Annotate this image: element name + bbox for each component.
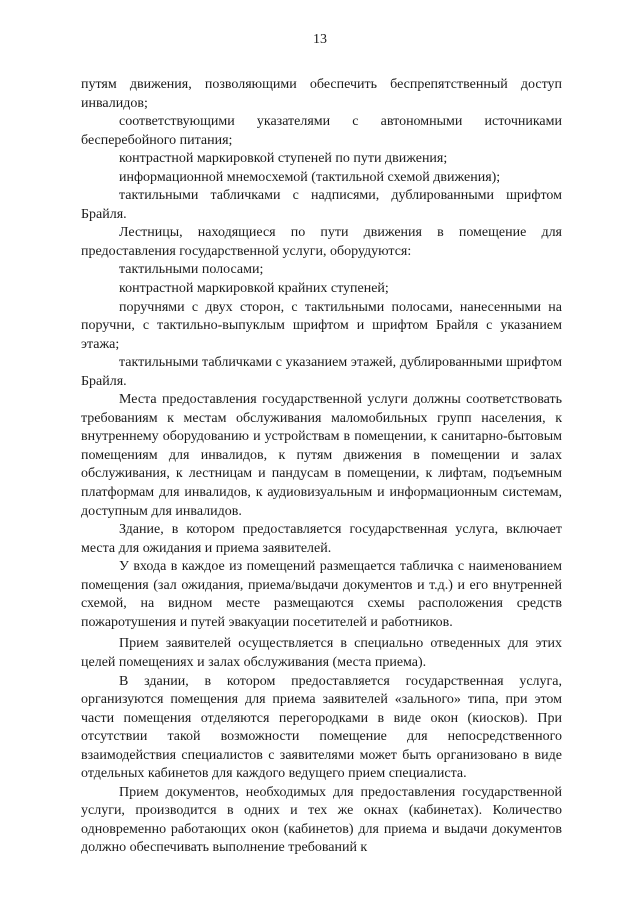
paragraph: Здание, в котором предоставляется государственная услуга, включает места для ожидания и приема заявителей.: [81, 522, 562, 556]
paragraph: В здании, в котором предоставляется государственная услуга, организуются помещения для приема заявителей «зального» типа, при этом части помещения отделяются перегородками в виде окон (киосков). При отсутствии такой возможности помещение для непосредственного взаимодействия специалистов с заявителями может быть организовано в виде отдельных кабинетов для каждого ведущего прием специалиста.: [81, 673, 562, 782]
paragraph: информационной мнемосхемой (тактильной схемой движения);: [119, 169, 501, 185]
document-body: [81, 76, 562, 858]
paragraph: У входа в каждое из помещений размещается табличка с наименованием помещения (зал ожидания, приема/выдачи документов и т.д.) и его внутренней схемой, на видном месте размещаются схемы расположения средств пожаротушения и путей эвакуации посетителей и работников.: [81, 559, 562, 630]
paragraph: Места предоставления государственной услуги должны соответствовать требованиям к местам обслуживания маломобильных групп населения, к внутреннему оборудованию и устройствам в помещении, к санитарно-бытовым помещениям для инвалидов, к путям движения в помещении и залах обслуживания, к лестницам и пандусам в помещении, к лифтам, подъемным платформам для инвалидов, к аудиовизуальным и информационным системам, доступным для инвалидов.: [81, 392, 562, 519]
paragraph: тактильными табличками с указанием этажей, дублированными шрифтом Брайля.: [81, 355, 562, 389]
paragraph: тактильными табличками с надписями, дублированными шрифтом Брайля.: [81, 188, 562, 222]
paragraph: тактильными полосами;: [119, 262, 264, 278]
paragraph: Прием заявителей осуществляется в специально отведенных для этих целей помещениях и залах обслуживания (места приема).: [81, 636, 562, 670]
paragraph: Прием документов, необходимых для предоставления государственной услуги, производится в одних и тех же окнах (кабинетах). Количество одновременно работающих окон (кабинетов) для приема и выдачи документов должно обеспечивать выполнение требований к: [81, 784, 562, 856]
paragraph: путям движения, позволяющими обеспечить беспрепятственный доступ инвалидов;: [81, 77, 562, 111]
paragraph: поручнями с двух сторон, с тактильными полосами, нанесенными на поручни, с тактильно-выпуклым шрифтом и шрифтом Брайля с указанием этажа;: [81, 299, 562, 352]
paragraph: контрастной маркировкой крайних ступеней;: [119, 281, 389, 297]
paragraph: соответствующими указателями с автономными источниками бесперебойного питания;: [81, 114, 562, 148]
paragraph: контрастной маркировкой ступеней по пути движения;: [119, 151, 448, 167]
page-number: 13: [313, 32, 327, 47]
paragraph: Лестницы, находящиеся по пути движения в помещение для предоставления государственной услуги, оборудуются:: [81, 225, 562, 259]
